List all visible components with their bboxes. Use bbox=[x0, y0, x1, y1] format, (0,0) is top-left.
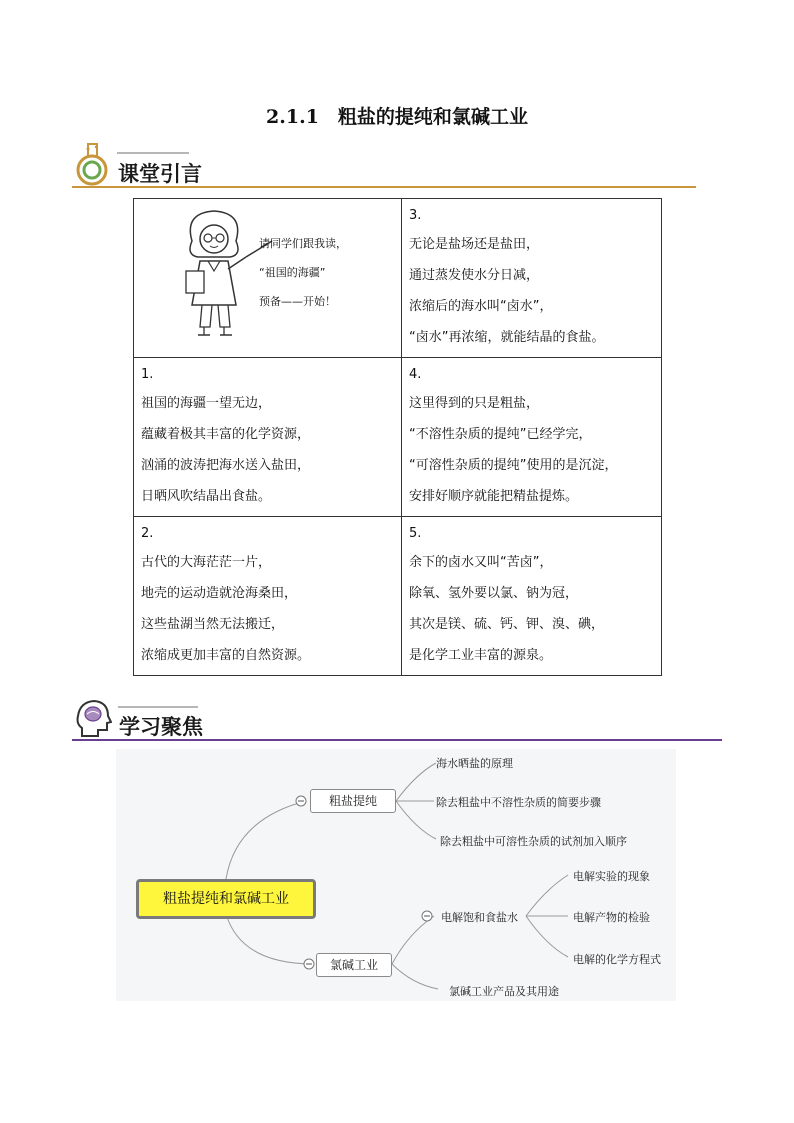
verse-line: 这里得到的只是粗盐， bbox=[409, 396, 540, 411]
intro-text bbox=[259, 229, 347, 316]
teacher-illustration bbox=[164, 205, 274, 350]
verse-line: 古代的大海茫茫一片， bbox=[141, 555, 272, 570]
section-header-topline bbox=[117, 152, 189, 154]
section-header-focus bbox=[72, 698, 722, 744]
section-divider bbox=[72, 739, 722, 741]
intro-line: “祖国的海疆” bbox=[259, 266, 326, 279]
section-header-intro bbox=[72, 142, 696, 190]
verse-line: 蕴藏着极其丰富的化学资源， bbox=[141, 427, 311, 442]
mind-map-leaf: 除去粗盐中不溶性杂质的简要步骤 bbox=[436, 796, 601, 809]
verse-number: 2. bbox=[141, 526, 154, 541]
verse-line: 浓缩后的海水叫“卤水”， bbox=[409, 299, 553, 314]
verse-line: 是化学工业丰富的源泉。 bbox=[409, 648, 553, 663]
verse-line: 浓缩成更加丰富的自然资源。 bbox=[141, 648, 311, 663]
verse-number: 5. bbox=[409, 526, 422, 541]
mind-map-node: 电解饱和食盐水 bbox=[441, 911, 518, 924]
mind-map-leaf: 电解产物的检验 bbox=[573, 911, 650, 924]
mind-map-leaf: 电解的化学方程式 bbox=[573, 953, 661, 966]
verse-line: 汹涌的波涛把海水送入盐田， bbox=[141, 458, 311, 473]
verse-cell bbox=[402, 199, 662, 358]
brain-head-icon bbox=[74, 698, 112, 740]
section-title-intro: 课堂引言 bbox=[118, 162, 202, 186]
flask-icon bbox=[74, 142, 112, 186]
verse-line: 除氧、氢外要以氯、钠为冠， bbox=[409, 586, 579, 601]
verse-line: “不溶性杂质的提纯”已经学完， bbox=[409, 427, 592, 442]
verse-number: 1. bbox=[141, 367, 154, 382]
section-divider bbox=[72, 186, 696, 188]
mind-map-root: 粗盐提纯和氯碱工业 bbox=[136, 879, 316, 919]
verse-line: 无论是盐场还是盐田， bbox=[409, 237, 540, 252]
verse-line: 祖国的海疆一望无边， bbox=[141, 396, 272, 411]
mind-map bbox=[116, 749, 676, 1001]
section-header-topline bbox=[118, 706, 198, 708]
verse-cell bbox=[134, 358, 402, 517]
mind-map-leaf: 氯碱工业产品及其用途 bbox=[449, 985, 559, 998]
page-title: 2.1.1 粗盐的提纯和氯碱工业 bbox=[266, 106, 528, 128]
verse-line: 安排好顺序就能把精盐提炼。 bbox=[409, 489, 579, 504]
verse-line: 其次是镁、硫、钙、钾、溴、碘， bbox=[409, 617, 605, 632]
mind-map-branch-crude-salt: 粗盐提纯 bbox=[310, 789, 396, 813]
verse-cell bbox=[402, 358, 662, 517]
intro-line: 请同学们跟我读， bbox=[259, 237, 347, 250]
verse-line: 这些盐湖当然无法搬迁， bbox=[141, 617, 285, 632]
mind-map-leaf: 电解实验的现象 bbox=[573, 870, 650, 883]
verse-line: “可溶性杂质的提纯”使用的是沉淀， bbox=[409, 458, 618, 473]
verse-number: 3. bbox=[409, 208, 422, 223]
verse-line: “卤水”再浓缩，就能结晶的食盐。 bbox=[409, 330, 605, 345]
mind-map-leaf: 海水晒盐的原理 bbox=[436, 757, 513, 770]
mind-map-leaf: 除去粗盐中可溶性杂质的试剂加入顺序 bbox=[440, 835, 627, 848]
verse-number: 4. bbox=[409, 367, 422, 382]
mind-map-branch-chlor-alkali: 氯碱工业 bbox=[316, 953, 392, 977]
verse-line: 日晒风吹结晶出食盐。 bbox=[141, 489, 272, 504]
teacher-intro-cell bbox=[134, 199, 402, 358]
section-title-focus: 学习聚焦 bbox=[119, 715, 203, 739]
intro-line: 预备——开始！ bbox=[259, 295, 336, 308]
verse-line: 通过蒸发使水分日减， bbox=[409, 268, 540, 283]
verse-cell bbox=[402, 517, 662, 676]
verse-cell bbox=[134, 517, 402, 676]
verse-line: 余下的卤水又叫“苦卤”， bbox=[409, 555, 553, 570]
verse-line: 地壳的运动造就沧海桑田， bbox=[141, 586, 298, 601]
verse-table bbox=[133, 198, 662, 676]
